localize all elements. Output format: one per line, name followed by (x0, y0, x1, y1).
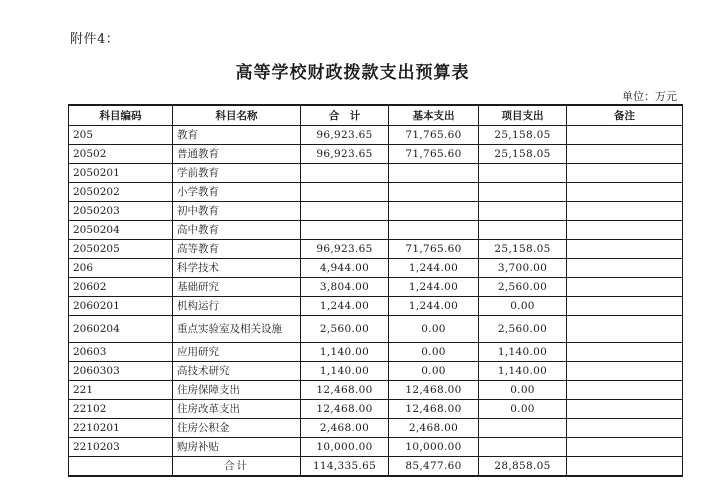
table-row (69, 164, 683, 183)
subject-code: 2060201 (69, 297, 173, 316)
table-header-row (69, 105, 683, 126)
header-basic: 基本支出 (389, 105, 479, 126)
grand-total-value: 114,335.65 (301, 457, 389, 477)
note-value (567, 259, 683, 278)
note-value (567, 145, 683, 164)
project-value (479, 183, 567, 202)
total-value: 2,560.00 (301, 316, 389, 343)
total-value (301, 164, 389, 183)
table-row (69, 278, 683, 297)
subject-name: 高等教育 (173, 240, 301, 259)
total-row (69, 457, 683, 477)
table-row (69, 183, 683, 202)
basic-value: 71,765.60 (389, 126, 479, 145)
table-row (69, 145, 683, 164)
total-value: 96,923.65 (301, 126, 389, 145)
table-row (69, 221, 683, 240)
table-row (69, 202, 683, 221)
page-title: 高等学校财政拨款支出预算表 (235, 63, 470, 83)
project-value: 3,700.00 (479, 259, 567, 278)
total-value: 10,000.00 (301, 438, 389, 457)
subject-name: 购房补贴 (173, 438, 301, 457)
basic-value (389, 183, 479, 202)
note-value (567, 221, 683, 240)
project-value: 25,158.05 (479, 145, 567, 164)
attachment-label: 附件4： (70, 32, 120, 47)
subject-code: 206 (69, 259, 173, 278)
total-value (301, 221, 389, 240)
header-total: 合 计 (301, 105, 389, 126)
subject-code: 2210201 (69, 419, 173, 438)
subject-code: 22102 (69, 400, 173, 419)
header-code: 科目编码 (69, 105, 173, 126)
subject-code: 2060303 (69, 362, 173, 381)
basic-value: 10,000.00 (389, 438, 479, 457)
project-value: 1,140.00 (479, 343, 567, 362)
project-value: 0.00 (479, 381, 567, 400)
subject-code: 2050201 (69, 164, 173, 183)
header-name: 科目名称 (173, 105, 301, 126)
total-label: 合计 (173, 457, 301, 477)
subject-name: 应用研究 (173, 343, 301, 362)
basic-value: 1,244.00 (389, 278, 479, 297)
basic-value: 12,468.00 (389, 400, 479, 419)
table-row (69, 400, 683, 419)
subject-code: 2210203 (69, 438, 173, 457)
note-value (567, 278, 683, 297)
subject-code: 2050204 (69, 221, 173, 240)
project-value (479, 164, 567, 183)
basic-value: 0.00 (389, 362, 479, 381)
project-value: 25,158.05 (479, 240, 567, 259)
basic-value (389, 164, 479, 183)
project-value (479, 419, 567, 438)
subject-name: 机构运行 (173, 297, 301, 316)
total-value: 1,140.00 (301, 362, 389, 381)
table-body (69, 126, 683, 477)
subject-code: 2060204 (69, 316, 173, 343)
subject-name: 重点实验室及相关设施 (173, 316, 301, 343)
subject-code: 2050205 (69, 240, 173, 259)
total-value (301, 202, 389, 221)
note-value (567, 126, 683, 145)
subject-name: 初中教育 (173, 202, 301, 221)
subject-name: 基础研究 (173, 278, 301, 297)
table-row (69, 419, 683, 438)
total-value: 1,244.00 (301, 297, 389, 316)
note-value (567, 240, 683, 259)
project-value: 2,560.00 (479, 278, 567, 297)
header-project: 项目支出 (479, 105, 567, 126)
basic-value (389, 202, 479, 221)
header-note: 备注 (567, 105, 683, 126)
project-value: 0.00 (479, 400, 567, 419)
basic-value: 71,765.60 (389, 240, 479, 259)
total-value: 12,468.00 (301, 400, 389, 419)
project-value: 25,158.05 (479, 126, 567, 145)
total-value (301, 183, 389, 202)
project-value: 2,560.00 (479, 316, 567, 343)
total-value: 1,140.00 (301, 343, 389, 362)
note-value (567, 362, 683, 381)
note-value (567, 400, 683, 419)
project-value (479, 221, 567, 240)
unit-label: 单位：万元 (622, 90, 677, 103)
basic-value (389, 221, 479, 240)
table-row (69, 381, 683, 400)
total-note-value (567, 457, 683, 477)
basic-value: 2,468.00 (389, 419, 479, 438)
table-row (69, 343, 683, 362)
total-value: 12,468.00 (301, 381, 389, 400)
subject-name: 住房公积金 (173, 419, 301, 438)
subject-code: 2050202 (69, 183, 173, 202)
table-row (69, 126, 683, 145)
table-row (69, 362, 683, 381)
note-value (567, 202, 683, 221)
subject-name: 高技术研究 (173, 362, 301, 381)
note-value (567, 316, 683, 343)
note-value (567, 419, 683, 438)
subject-code: 2050203 (69, 202, 173, 221)
table-row (69, 316, 683, 343)
project-value: 1,140.00 (479, 362, 567, 381)
total-value: 96,923.65 (301, 240, 389, 259)
project-value: 0.00 (479, 297, 567, 316)
project-value (479, 438, 567, 457)
note-value (567, 297, 683, 316)
total-value: 4,944.00 (301, 259, 389, 278)
total-code-empty (69, 457, 173, 477)
subject-code: 20502 (69, 145, 173, 164)
subject-name: 高中教育 (173, 221, 301, 240)
subject-code: 20603 (69, 343, 173, 362)
project-value (479, 202, 567, 221)
note-value (567, 343, 683, 362)
table-row (69, 297, 683, 316)
note-value (567, 183, 683, 202)
basic-value: 71,765.60 (389, 145, 479, 164)
subject-name: 学前教育 (173, 164, 301, 183)
basic-value: 0.00 (389, 343, 479, 362)
total-value: 96,923.65 (301, 145, 389, 164)
note-value (567, 438, 683, 457)
subject-name: 住房保障支出 (173, 381, 301, 400)
total-value: 3,804.00 (301, 278, 389, 297)
basic-value: 1,244.00 (389, 259, 479, 278)
total-value: 2,468.00 (301, 419, 389, 438)
subject-code: 205 (69, 126, 173, 145)
subject-name: 教育 (173, 126, 301, 145)
basic-value: 1,244.00 (389, 297, 479, 316)
note-value (567, 164, 683, 183)
subject-name: 普通教育 (173, 145, 301, 164)
basic-value: 12,468.00 (389, 381, 479, 400)
note-value (567, 381, 683, 400)
table-row (69, 438, 683, 457)
grand-project-value: 28,858.05 (479, 457, 567, 477)
grand-basic-value: 85,477.60 (389, 457, 479, 477)
basic-value: 0.00 (389, 316, 479, 343)
table-row (69, 240, 683, 259)
subject-code: 221 (69, 381, 173, 400)
subject-name: 住房改革支出 (173, 400, 301, 419)
subject-code: 20602 (69, 278, 173, 297)
table-row (69, 259, 683, 278)
budget-table (68, 104, 683, 477)
subject-name: 小学教育 (173, 183, 301, 202)
subject-name: 科学技术 (173, 259, 301, 278)
